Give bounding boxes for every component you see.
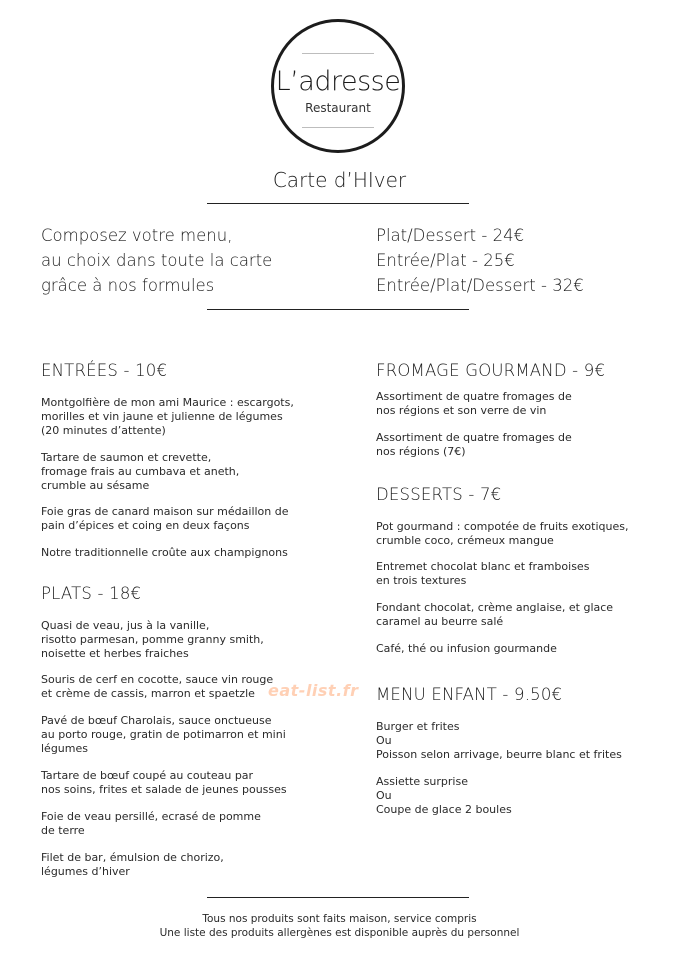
menu-item bbox=[376, 560, 589, 588]
formula-price: Entrée/Plat - 25€ bbox=[376, 251, 515, 270]
divider-top bbox=[207, 203, 469, 204]
formula-price: Plat/Dessert - 24€ bbox=[376, 226, 525, 245]
menu-item-line: risotto parmesan, pomme granny smith, bbox=[41, 632, 264, 646]
footer-line: Tous nos produits sont faits maison, service compris bbox=[202, 913, 477, 925]
menu-item-line: morilles et vin jaune et julienne de légumes bbox=[41, 409, 283, 423]
menu-item-line: Tartare de saumon et crevette, bbox=[41, 451, 212, 464]
menu-item-line: Poisson selon arrivage, beurre blanc et frites bbox=[376, 747, 622, 761]
menu-item-line: caramel au beurre salé bbox=[376, 614, 504, 628]
menu-item-line: Assortiment de quatre fromages de bbox=[376, 390, 572, 403]
menu-item-line: (20 minutes d’attente) bbox=[41, 423, 166, 437]
menu-item-line: Souris de cerf en cocotte, sauce vin rouge bbox=[41, 673, 274, 686]
menu-item-line: Assiette surprise bbox=[376, 775, 468, 788]
formula-intro-line: au choix dans toute la carte bbox=[41, 251, 273, 270]
menu-item-line: Entremet chocolat blanc et framboises bbox=[376, 560, 590, 573]
divider-bottom bbox=[207, 897, 469, 898]
menu-item bbox=[41, 505, 289, 533]
formula-prices bbox=[376, 223, 584, 298]
menu-item bbox=[376, 520, 628, 548]
menu-item-line: noisette et herbes fraiches bbox=[41, 646, 189, 660]
formula-intro bbox=[41, 223, 272, 298]
menu-item-line: Notre traditionnelle croûte aux champignons bbox=[41, 546, 288, 559]
menu-item bbox=[41, 451, 239, 492]
menu-item bbox=[41, 546, 288, 560]
menu-item-line: légumes d’hiver bbox=[41, 864, 130, 878]
formula-intro-line: Composez votre menu, bbox=[41, 226, 233, 245]
logo-name: L’adresse bbox=[275, 66, 401, 97]
menu-item-line: Tartare de bœuf coupé au couteau par bbox=[41, 769, 254, 782]
menu-item-line: crumble au sésame bbox=[41, 478, 150, 492]
menu-item-line: nos soins, frites et salade de jeunes pousses bbox=[41, 782, 287, 796]
restaurant-logo bbox=[271, 19, 405, 153]
section-title-plats: PLATS - 18€ bbox=[41, 584, 142, 603]
menu-item-line: en trois textures bbox=[376, 573, 467, 587]
logo-rule-top bbox=[302, 53, 374, 54]
watermark: eat-list.fr bbox=[268, 681, 359, 700]
menu-item-line: de terre bbox=[41, 823, 85, 837]
divider-middle bbox=[207, 309, 469, 310]
menu-item bbox=[376, 431, 572, 459]
menu-item-line: Foie gras de canard maison sur médaillon de bbox=[41, 505, 289, 518]
menu-item-line: Ou bbox=[376, 733, 392, 747]
menu-item-line: Filet de bar, émulsion de chorizo, bbox=[41, 851, 224, 864]
menu-item bbox=[41, 851, 224, 879]
menu-item-line: Pavé de bœuf Charolais, sauce onctueuse bbox=[41, 714, 272, 727]
footer-line: Une liste des produits allergènes est disponible auprès du personnel bbox=[159, 927, 520, 939]
menu-item bbox=[41, 810, 261, 838]
menu-item-line: crumble coco, crémeux mangue bbox=[376, 533, 554, 547]
menu-item-line: légumes bbox=[41, 741, 88, 755]
footer-note bbox=[0, 912, 679, 940]
menu-item-line: Café, thé ou infusion gourmande bbox=[376, 642, 557, 655]
menu-item-line: Pot gourmand : compotée de fruits exotiques, bbox=[376, 520, 629, 533]
menu-item-line: Montgolfière de mon ami Maurice : escargots, bbox=[41, 396, 294, 409]
menu-item-line: Burger et frites bbox=[376, 720, 460, 733]
formula-price: Entrée/Plat/Dessert - 32€ bbox=[376, 276, 584, 295]
menu-item bbox=[376, 720, 622, 761]
menu-item bbox=[41, 619, 264, 660]
menu-item bbox=[41, 714, 286, 755]
formula-intro-line: grâce à nos formules bbox=[41, 276, 215, 295]
menu-item-line: Coupe de glace 2 boules bbox=[376, 802, 512, 816]
menu-item-line: fromage frais au cumbava et aneth, bbox=[41, 464, 240, 478]
menu-item bbox=[376, 775, 512, 816]
menu-item-line: pain d’épices et coing en deux façons bbox=[41, 518, 250, 532]
menu-item-line: Fondant chocolat, crème anglaise, et glace bbox=[376, 601, 614, 614]
menu-item bbox=[376, 390, 572, 418]
section-title-enfant: MENU ENFANT - 9.50€ bbox=[376, 685, 563, 704]
logo-subtitle: Restaurant bbox=[305, 101, 371, 115]
logo-rule-bottom bbox=[302, 127, 374, 128]
section-title-desserts: DESSERTS - 7€ bbox=[376, 485, 502, 504]
menu-item-line: et crème de cassis, marron et spaetzle bbox=[41, 686, 255, 700]
section-title-fromage: FROMAGE GOURMAND - 9€ bbox=[376, 361, 606, 380]
menu-item-line: Foie de veau persillé, ecrasé de pomme bbox=[41, 810, 261, 823]
menu-item-line: nos régions et son verre de vin bbox=[376, 403, 547, 417]
menu-item bbox=[376, 642, 557, 656]
menu-item bbox=[41, 769, 287, 797]
section-title-entrees: ENTRÉES - 10€ bbox=[41, 361, 168, 380]
menu-item bbox=[41, 673, 273, 701]
menu-item bbox=[376, 601, 613, 629]
menu-item-line: au porto rouge, gratin de potimarron et mini bbox=[41, 727, 286, 741]
page-title: Carte d’HIver bbox=[272, 168, 407, 192]
menu-item-line: Quasi de veau, jus à la vanille, bbox=[41, 619, 210, 632]
menu-item-line: Assortiment de quatre fromages de bbox=[376, 431, 572, 444]
menu-item-line: nos régions (7€) bbox=[376, 444, 466, 458]
menu-item bbox=[41, 396, 294, 437]
menu-item-line: Ou bbox=[376, 788, 392, 802]
